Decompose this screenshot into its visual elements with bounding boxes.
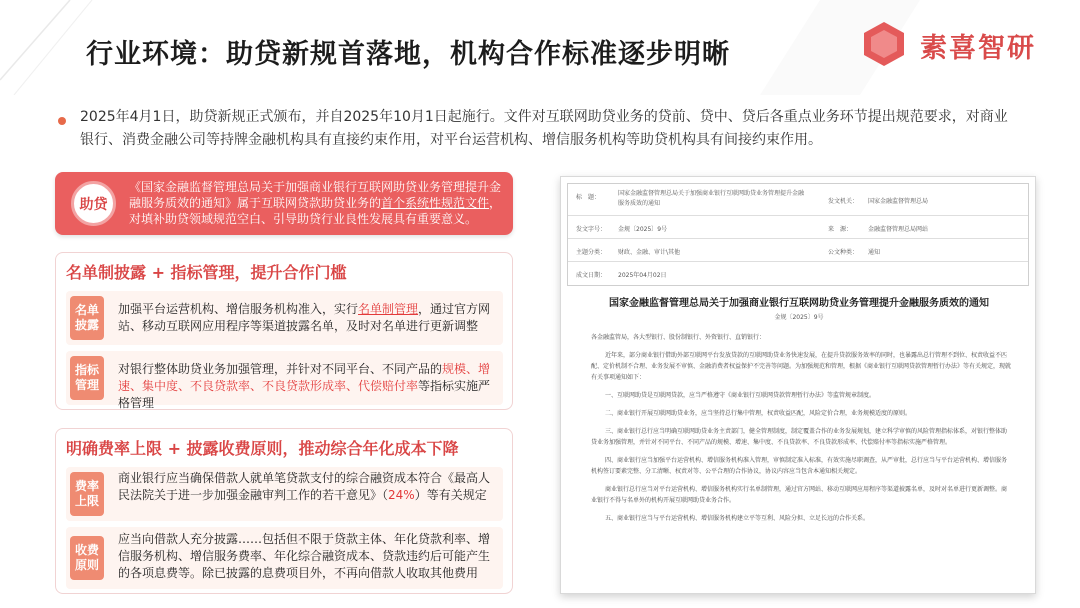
- banner-text-c: ，对填补助贷领域规范空白、引导助贷行业良性发展具有重要意义。: [129, 196, 502, 226]
- hexagon-logo-icon: [860, 20, 908, 68]
- page-title: 行业环境：助贷新规首落地，机构合作标准逐步明晰: [86, 39, 730, 70]
- banner-text-a: 《国家金融监督管理总局关于加强商业银行互联网助贷业务管理提升金融服务质效的通知》属于互联网贷款助贷业务的: [129, 180, 502, 210]
- item-text: 商业银行应当确保借款人就单笔贷款支付的综合融资成本符合《最高人民法院关于进一步加强金融审判工作的若干意见》（24%）等有关规定: [118, 471, 491, 502]
- item-list-disclosure: [66, 291, 503, 345]
- item-tag: 指标管理: [70, 356, 104, 400]
- meta-row: 成文日期： 2025年04月02日: [576, 272, 667, 279]
- item-text: 加强平台运营机构、增信服务机构准入，实行名单制管理，通过官方网站、移动互联网应用程序等渠道披露名单，及时对名单进行更新调整: [118, 302, 491, 333]
- doc-paragraph: 五、商业银行应当与平台运营机构、增信服务机构建立平等互利、风险分担、立足长远的合作关系。: [605, 515, 870, 522]
- item-fee-principle: [66, 527, 503, 589]
- doc-paragraph: 三、商业银行总行应当明确互联网助贷业务主责部门，健全管理制度，制定覆盖合作的业务发展规划，建立科学审慎的风险管理指标体系，对银行整体助贷业务加强管理，并针对不同平台、不同产品的规模、增速、集中度、不良贷款率、不良贷款形成率、代偿赔付率等指标实施严格管理。: [591, 428, 1008, 446]
- badge-circle: [71, 181, 116, 226]
- badge-label: 助贷: [79, 196, 108, 213]
- item-text: 应当向借款人充分披露……包括但不限于贷款主体、年化贷款利率、增信服务机构、增信服务费率、年化综合融资成本、贷款违约后可能产生的各项息费等。除已披露的息费项目外，不再向借款人收取其他费用: [118, 532, 491, 580]
- item-text: 对银行整体助贷业务加强管理，并针对不同平台、不同产品的规模、增速、集中度、不良贷款率、不良贷款形成率、代偿赔付率等指标实施严格管理: [118, 362, 491, 410]
- banner-text: [129, 179, 507, 227]
- doc-paragraph: 各金融监管局，各大型银行、股份制银行、外资银行、直销银行：: [591, 334, 766, 341]
- doc-paragraph: 近年来，部分商业银行借助外部互联网平台发放贷款的互联网助贷业务快速发展，在提升贷款服务效率的同时，也暴露出总行管理不到位、权责收益不匹配、定价机制不合理、业务发展不审慎、金融消费者权益保护不完善等问题。为加强规范和管理，根据《商业银行互联网贷款管理暂行办法》等有关规定，现就有关事项通知如下：: [591, 352, 1012, 381]
- item-tag: 收费原则: [70, 536, 104, 580]
- doc-paragraph: 一、互联网助贷是互联网贷款，应当严格遵守《商业银行互联网贷款管理暂行办法》等监管规章制度。: [605, 392, 876, 399]
- item-tag: 名单披露: [70, 296, 104, 340]
- doc-paragraph: 二、商业银行开展互联网助贷业务，应当坚持总行集中管理，权责收益匹配，风险定价合理，业务规模适度的原则。: [605, 410, 912, 417]
- document-body: [591, 332, 1011, 531]
- document-heading: 国家金融监督管理总局关于加强商业银行互联网助贷业务管理提升金融服务质效的通知: [609, 298, 989, 309]
- policy-banner: [55, 172, 513, 235]
- doc-paragraph: 四、商业银行应当加强平台运营机构、增信服务机构准入管理，审慎制定准入标准，有效实施尽职调查，从严审批，总行应当与平台运营机构、增信服务机构签订要素完整、分工清晰、权责对等、公平合理的合作协议，协议内容应当包含本通知相关规定。: [591, 457, 1008, 475]
- section-title: 明确费率上限 + 披露收费原则，推动综合年化成本下降: [66, 439, 459, 458]
- document-meta-table: [567, 183, 1029, 286]
- section-fee-cap: [55, 428, 513, 594]
- highlight: 名单制管理: [358, 302, 419, 316]
- item-fee-cap: [66, 467, 503, 521]
- section-list-management: [55, 252, 513, 410]
- bullet-dot-icon: [58, 117, 66, 125]
- item-tag: 费率上限: [70, 472, 104, 516]
- intro-paragraph: 2025年4月1日，助贷新规正式颁布，并自2025年10月1日起施行。文件对互联网助贷业务的贷前、贷中、贷后各重点业务环节提出规范要求，对商业银行、消费金融公司等持牌金融机构具有直接约束作用，对平台运营机构、增信服务机构等助贷机构具有间接约束作用。: [80, 109, 1008, 148]
- banner-text-highlight: 首个系统性规范文件: [381, 196, 490, 210]
- regulation-document: [560, 176, 1036, 594]
- brand-name: 素喜智研: [920, 33, 1036, 64]
- meta-row: 发文字号： 金规〔2025〕9号 来 源： 金融监督管理总局网站: [568, 216, 1028, 239]
- section-title: 名单制披露 + 指标管理，提升合作门槛: [66, 263, 347, 282]
- item-indicator-management: [66, 351, 503, 410]
- brand-logo: [860, 20, 1060, 68]
- doc-paragraph: 商业银行总行应当对平台运营机构、增信服务机构实行名单制管理，通过官方网站、移动互联网应用程序等渠道披露名单，及时对名单进行更新调整。商业银行不得与名单外的机构开展互联网助贷业务合作。: [591, 486, 1008, 504]
- highlight: 24%: [388, 488, 415, 502]
- document-number: 金规〔2025〕9号: [774, 314, 824, 321]
- meta-row: 标 题： 国家金融监督管理总局关于加强商业银行互联网助贷业务管理提升金融服务质效的通知 发文机关： 国家金融监督管理总局: [568, 184, 1028, 216]
- highlight: 规模、增速、集中度、不良贷款率、不良贷款形成率、代偿赔付率: [118, 362, 491, 393]
- meta-row: 主题分类： 财政、金融、审计\其他 公文种类： 通知: [568, 239, 1028, 262]
